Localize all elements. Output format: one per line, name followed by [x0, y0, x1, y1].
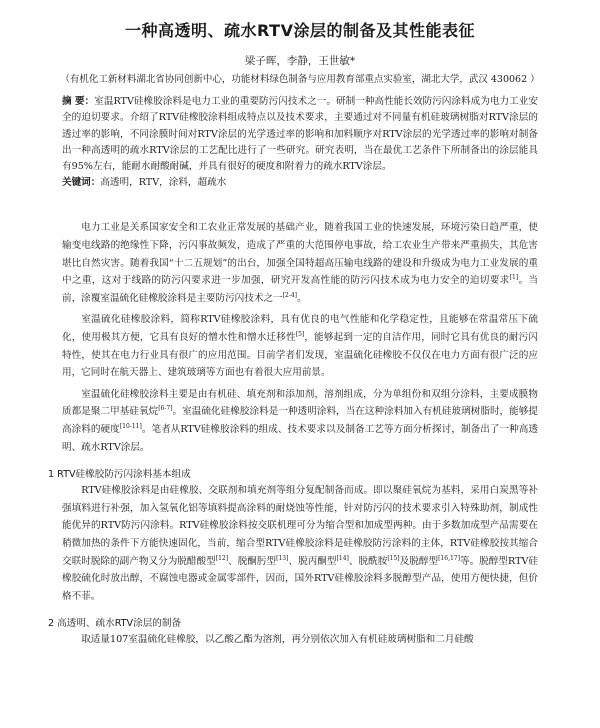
citation: [10-11] [119, 422, 142, 430]
keywords-label: 关键词： [62, 177, 101, 189]
keywords [62, 175, 538, 191]
affiliation: （有机化工新材料湖北省协同创新中心，功能材料绿色制备与应用教育部重点实验室，湖北大学，武汉 430062 ） [60, 74, 540, 85]
citation: [5] [295, 330, 305, 338]
section-heading-1: 1 RTV硅橡胶防污闪涂料基本组成 [48, 469, 191, 481]
body-paragraph-4: RTV硅橡胶涂料是由硅橡胶、交联剂和填充剂等组分复配制备而成。即以聚硅氧烷为基料，采用白炭黑等补强填料进行补强，加入氢氧化铝等填料提高涂料的耐烧蚀等性能，针对防污闪的技术要求引入特殊助剂，制成性能优异的RTV防污闪涂料。RTV硅橡胶涂料按交联机理可分为缩合型和加成型两种。由于多数加成型产品需要在稍微加热的条件下方能快速固化，当前，缩合型RTV硅橡胶涂料是硅橡胶防污涂料的主体，RTV硅橡胶按其缩合交联时脱除的副产物又分为脱醋酸型[12]、脱酮肟型[13]、脱丙酮型[14]、脱酰胺[15]及脱醇型[16,17]等。脱醇型RTV硅橡胶硫化时放出醇，不腐蚀电器或金属零部件，因而，国外RTV硅橡胶涂料多脱醇型产品，使用方便快捷，但价格不菲。 [62, 485, 539, 602]
abstract-text: 室温RTV硅橡胶涂料是电力工业的重要防污闪技术之一。研制一种高性能长效防污闪涂料成为电力工业安全的迫切要求。介绍了RTV硅橡胶涂料组成特点以及技术要求，主要通过对不同量有机硅玻璃树脂对RTV涂层的透过率的影响，不同涂膜时间对RTV涂层的光学透过率的影响和加料顺序对RTV涂层的光学透过率的影响对制备出一种高透明的疏水RTV涂层的工艺配比进行了一些研究。研究表明，当在最优工艺条件下所制备出的涂层能具有95%左右，能耐水耐酸耐碱，并具有很好的硬度和附着力的疏水RTV涂层。 [62, 96, 539, 173]
body-paragraph-5: 取适量107室温硫化硅橡胶，以乙酸乙酯为溶剂，再分别依次加入有机硅玻璃树脂和二月硅酸 [81, 634, 474, 646]
paper-title: 一种高透明、疏水RTV涂层的制备及其性能表征 [125, 21, 475, 40]
body-paragraph-2: 室温硫化硅橡胶涂料，简称RTV硅橡胶涂料，具有优良的电气性能和化学稳定性，且能够在常温常压下硫化，使用极其方便，它具有良好的憎水性和憎水迁移性[5]，能够起到一定的自洁作用，同时它具有优良的耐污闪特性，使其在电力行业具有很广的应用范围。目前学者们发现，室温硫化硅橡胶不仅仅在电力方面有很广泛的应用，它同时在航天器上、建筑玻璃等方面也有着很大应用前景。 [62, 314, 538, 379]
citation: [16,17] [438, 554, 460, 562]
section-heading-2: 2 高透明、疏水RTV涂层的制备 [48, 618, 182, 630]
citation: [6-7] [158, 405, 173, 413]
abstract-label: 摘 要： [62, 96, 95, 107]
citation: [12] [215, 554, 229, 562]
author-list: 梁子晖，李静，王世敏* [244, 55, 356, 67]
citation: [14] [336, 554, 349, 562]
body-paragraph-1: 电力工业是关系国家安全和工农业正常发展的基础产业，随着我国工业的快速发展，环境污染日趋严重，使输变电线路的绝缘性下降，污闪事故频发，造成了严重的大范围停电事故，给工农业生产带来严重损失，其危害堪比自然灾害。随着我国“十二五规划”的出台，加强全国特超高压输电线路的建设和升级成为电力工业发展的重中之重，这对于线路的防污闪要求进一步加强，研究开发高性能的防污闪技术成为电力安全的迫切要求[1]。当前，涂覆室温硫化硅橡胶涂料是主要防污闪技术之一[2-4]。 [62, 222, 539, 304]
citation: [2-4] [282, 291, 297, 299]
citation: [1] [509, 274, 519, 282]
citation: [15] [387, 554, 400, 562]
citation: [13] [276, 554, 289, 562]
abstract [62, 94, 538, 175]
body-paragraph-3: 室温硫化硅橡胶涂料主要是由有机硅、填充剂和添加剂，溶剂组成，分为单组份和双组分涂料，主要成膜物质都是聚二甲基硅氧烷[6-7]。室温硫化硅橡胶涂料是一种透明涂料，当在这种涂料加入有机硅玻璃树脂时，能够提高涂料的硬度[10-11]。笔者从RTV硅橡胶涂料的组成、技术要求以及制备工艺等方面分析探讨，制备出了一种高透明、疏水RTV涂层。 [62, 388, 539, 453]
keywords-text: 高透明，RTV，涂料，超疏水 [100, 177, 227, 189]
